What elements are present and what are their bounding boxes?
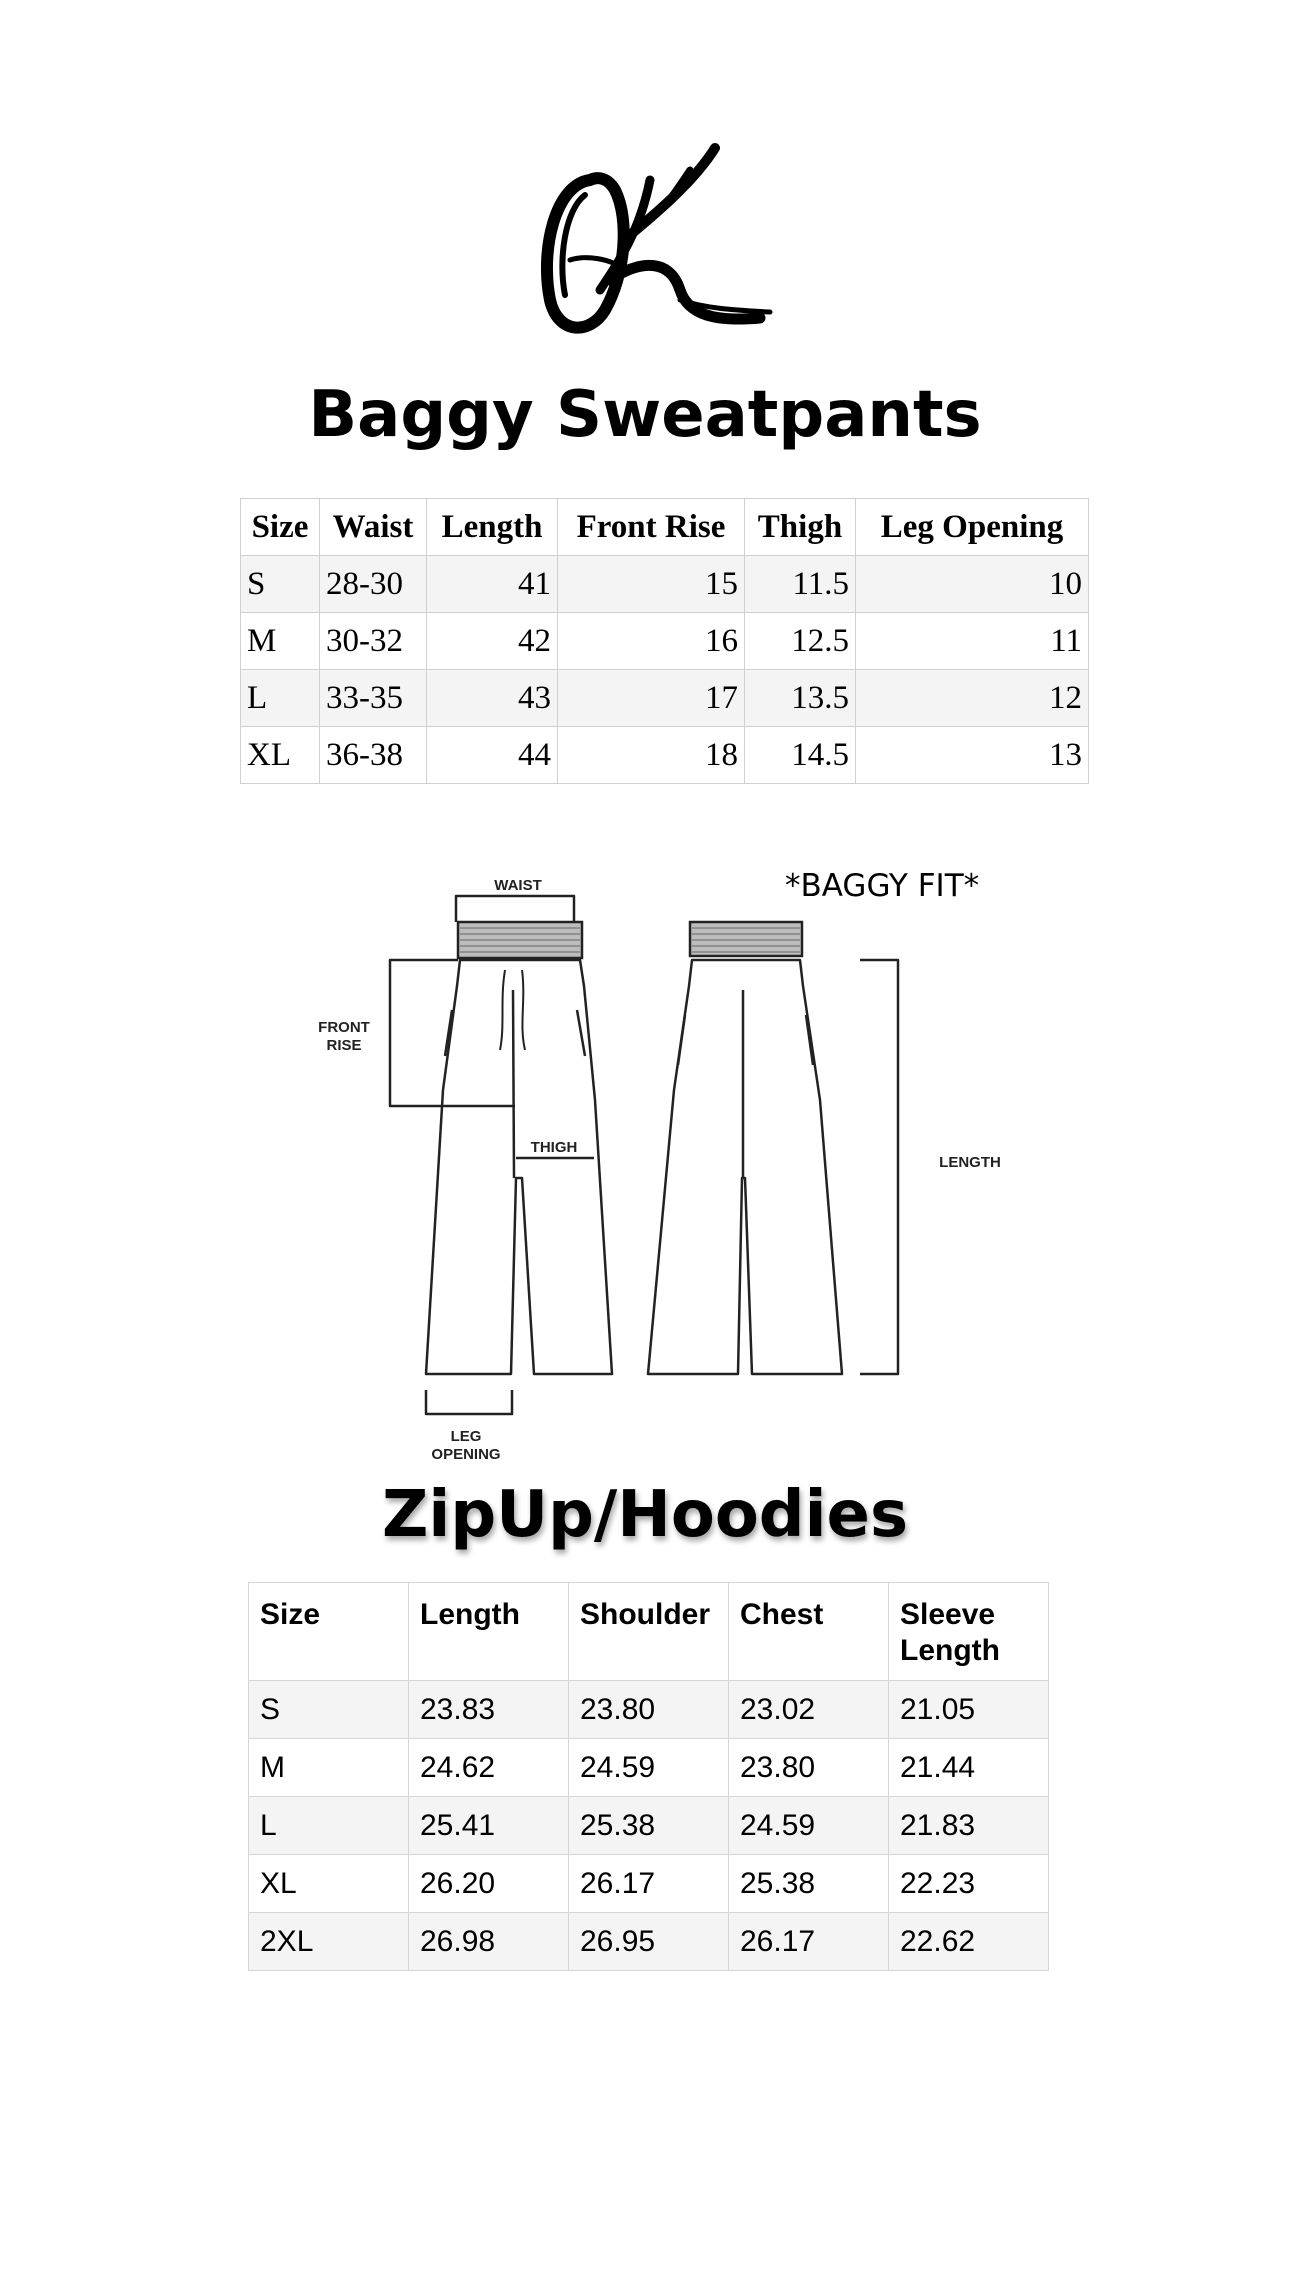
table-row: [249, 1913, 1049, 1971]
column-header: Chest: [729, 1583, 889, 1681]
table-cell: 24.62: [409, 1739, 569, 1797]
table-cell: 23.80: [729, 1739, 889, 1797]
table-cell: 25.41: [409, 1797, 569, 1855]
column-header: Thigh: [745, 499, 856, 556]
table-row: [241, 727, 1089, 784]
length-label: LENGTH: [939, 1154, 1001, 1171]
table-cell: 15: [558, 556, 745, 613]
table-cell: 22.23: [889, 1855, 1049, 1913]
table-cell: 43: [427, 670, 558, 727]
leg-opening-label-line2: OPENING: [431, 1446, 501, 1463]
table-cell: L: [249, 1797, 409, 1855]
waist-label: WAIST: [494, 877, 542, 894]
table-cell: 22.62: [889, 1913, 1049, 1971]
table-cell: M: [241, 613, 320, 670]
hoodie-section-title: ZipUp/Hoodies: [381, 1478, 909, 1552]
table-cell: 24.59: [569, 1739, 729, 1797]
table-cell: 28-30: [320, 556, 427, 613]
table-cell: 33-35: [320, 670, 427, 727]
leg-opening-bracket: [426, 1390, 512, 1414]
table-cell: 21.44: [889, 1739, 1049, 1797]
table-cell: 42: [427, 613, 558, 670]
pants-size-table: [240, 498, 1089, 784]
table-row: [241, 670, 1089, 727]
table-cell: 2XL: [249, 1913, 409, 1971]
table-row: [249, 1681, 1049, 1739]
table-cell: 26.17: [729, 1913, 889, 1971]
table-cell: 24.59: [729, 1797, 889, 1855]
table-cell: 23.02: [729, 1681, 889, 1739]
table-cell: M: [249, 1739, 409, 1797]
table-row: [249, 1855, 1049, 1913]
table-cell: 21.05: [889, 1681, 1049, 1739]
table-row: [249, 1739, 1049, 1797]
front-rise-label-line2: RISE: [326, 1037, 362, 1054]
table-cell: 26.98: [409, 1913, 569, 1971]
table-cell: 13.5: [745, 670, 856, 727]
column-header: Leg Opening: [856, 499, 1089, 556]
column-header: Waist: [320, 499, 427, 556]
table-cell: 41: [427, 556, 558, 613]
table-cell: 26.95: [569, 1913, 729, 1971]
table-row: [241, 556, 1089, 613]
table-cell: L: [241, 670, 320, 727]
table-cell: 23.83: [409, 1681, 569, 1739]
table-cell: 30-32: [320, 613, 427, 670]
table-cell: S: [241, 556, 320, 613]
table-header-row: [249, 1583, 1049, 1681]
table-header-row: [241, 499, 1089, 556]
column-header: Front Rise: [558, 499, 745, 556]
length-bracket: [860, 960, 898, 1374]
table-cell: 12: [856, 670, 1089, 727]
table-cell: 11.5: [745, 556, 856, 613]
front-rise-label-line1: FRONT: [318, 1019, 370, 1036]
table-cell: 23.80: [569, 1681, 729, 1739]
brand-logo: [530, 140, 780, 350]
table-row: [249, 1797, 1049, 1855]
table-cell: S: [249, 1681, 409, 1739]
table-cell: 44: [427, 727, 558, 784]
table-cell: 21.83: [889, 1797, 1049, 1855]
column-header: Sleeve Length: [889, 1583, 1049, 1681]
table-cell: 18: [558, 727, 745, 784]
thigh-label: THIGH: [530, 1139, 578, 1156]
table-cell: 12.5: [745, 613, 856, 670]
table-cell: 16: [558, 613, 745, 670]
table-cell: 11: [856, 613, 1089, 670]
column-header: Size: [241, 499, 320, 556]
leg-opening-label-line1: LEG: [450, 1428, 482, 1445]
pants-measurement-diagram: [300, 860, 1020, 1470]
front-rise-bracket: [390, 960, 515, 1106]
column-header: Shoulder: [569, 1583, 729, 1681]
column-header: Length: [409, 1583, 569, 1681]
pants-section-title: Baggy Sweatpants: [308, 378, 982, 452]
column-header: Size: [249, 1583, 409, 1681]
table-cell: 36-38: [320, 727, 427, 784]
table-cell: XL: [241, 727, 320, 784]
baggy-fit-note: *BAGGY FIT*: [785, 868, 980, 904]
waist-bracket: [456, 896, 574, 922]
table-row: [241, 613, 1089, 670]
table-cell: 25.38: [569, 1797, 729, 1855]
column-header: Length: [427, 499, 558, 556]
table-cell: 25.38: [729, 1855, 889, 1913]
table-cell: XL: [249, 1855, 409, 1913]
table-cell: 17: [558, 670, 745, 727]
hoodie-size-table: [248, 1582, 1049, 1971]
table-cell: 26.20: [409, 1855, 569, 1913]
table-cell: 14.5: [745, 727, 856, 784]
table-cell: 13: [856, 727, 1089, 784]
table-cell: 10: [856, 556, 1089, 613]
table-cell: 26.17: [569, 1855, 729, 1913]
